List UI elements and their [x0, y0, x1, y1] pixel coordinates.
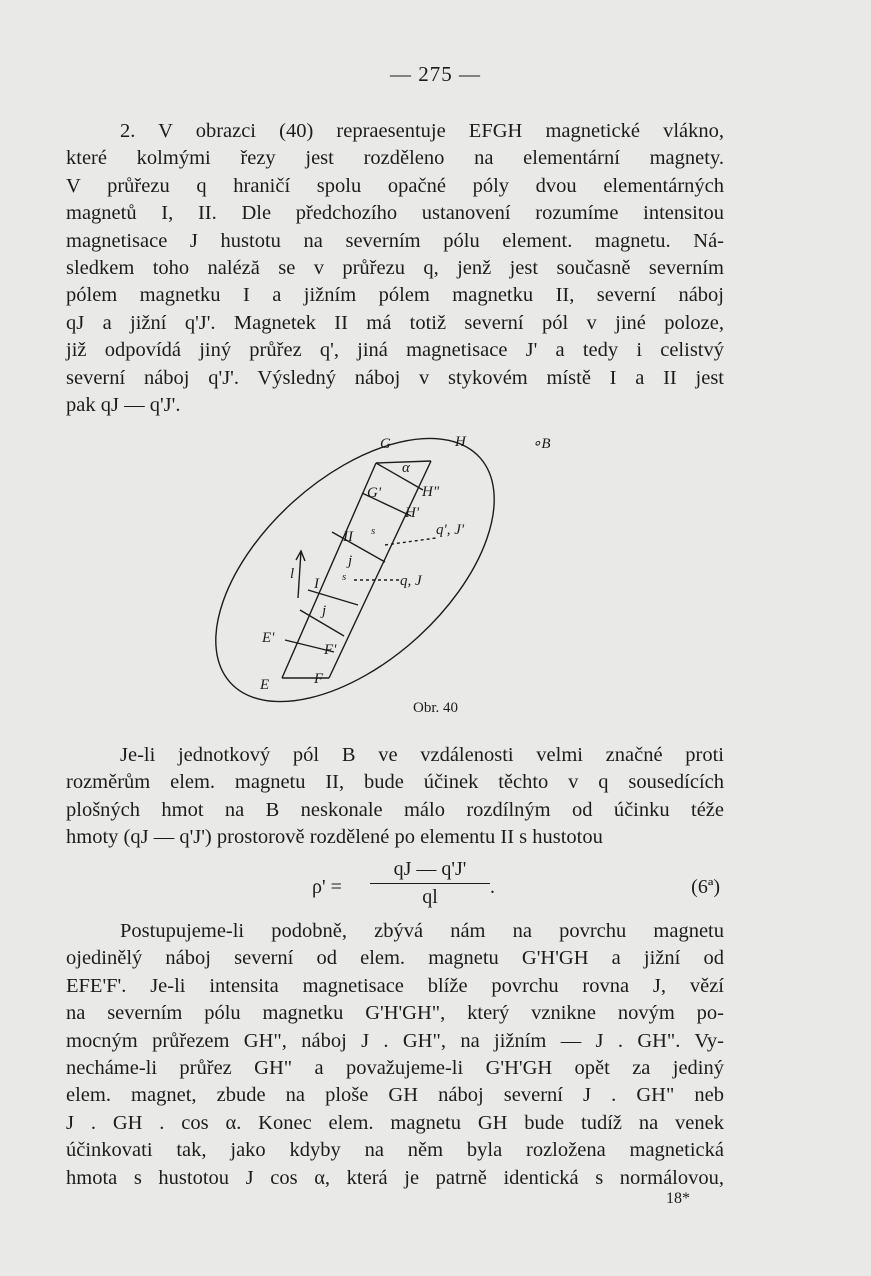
text-line: pólem magnetku I a jižním pólem magnetku II, severní náboj — [66, 284, 724, 307]
paragraph-3 — [66, 918, 724, 1192]
text-line: EFE'F'. Je-li intensita magnetisace blíže povrchu rovna J, vězí — [66, 974, 724, 997]
text-line: V průřezu q hraničí spolu opačné póly dvou elementárných — [66, 174, 724, 197]
text-line: které kolmými řezy jest rozděleno na elementární magnety. — [66, 147, 724, 170]
equation-denominator: ql — [422, 886, 438, 908]
figure-40 — [210, 420, 580, 720]
label-q-J: q, J — [400, 573, 422, 589]
text-line: pak qJ — q'J'. — [66, 394, 181, 417]
section-GH-double — [376, 463, 423, 490]
label-s1: s — [371, 525, 376, 537]
text-line: qJ a jižní q'J'. Magnetek II má totiž severní pól v jiné poloze, — [66, 311, 724, 334]
equation-period: . — [490, 876, 495, 898]
text-line: plošných hmot na B neskonale málo rozdílným od účinku téže — [66, 798, 724, 821]
label-I: I — [314, 576, 319, 592]
label-II: II — [343, 529, 353, 545]
label-alpha: α — [402, 460, 410, 476]
text-line: magnetisace J hustotu na severním pólu element. magnetu. Ná- — [66, 229, 724, 252]
text-line: magnetů I, II. Dle předchozího ustanovení rozumíme intensitou — [66, 202, 724, 225]
label-H: H — [455, 434, 466, 450]
equation-6a — [300, 858, 720, 918]
page-number: — 275 — — [390, 62, 481, 86]
label-H-prime: H' — [405, 505, 420, 521]
label-l: l — [290, 566, 295, 582]
label-E: E — [260, 677, 270, 693]
magnetic-fiber-diagram — [210, 420, 580, 720]
label-E-prime: E' — [262, 630, 275, 646]
label-G: G — [380, 436, 391, 452]
text-line: elem. magnet, zbude na ploše GH náboj severní J . GH" neb — [66, 1084, 724, 1107]
text-line: severní náboj q'J'. Výsledný náboj v stykovém místě I a II jest — [66, 366, 724, 389]
paragraph-1 — [66, 118, 724, 419]
signature-mark: 18* — [666, 1190, 690, 1207]
text-line: na severním pólu magnetku G'H'GH", který vznikne novým po- — [66, 1002, 724, 1025]
text-line: ojedinělý náboj severní od elem. magnetu G'H'GH a jižní od — [66, 947, 724, 970]
text-line: mocným průřezem GH", náboj J . GH", na jižním — J . GH". Vy- — [66, 1029, 724, 1052]
text-line: hmota s hustotou J cos α, která je patrně identická s normálovou, — [66, 1166, 724, 1189]
text-line: účinkovati tak, jako kdyby na něm byla rozložena magnetická — [66, 1139, 724, 1162]
figure-caption: Obr. 40 — [413, 700, 458, 716]
text-line: 2. V obrazci (40) repraesentuje EFGH magnetické vlákno, — [120, 120, 724, 142]
label-B: ∘B — [532, 436, 551, 452]
text-line: J . GH . cos α. Konec elem. magnetu GH bude tudíž na venek — [66, 1111, 724, 1134]
label-F: F — [314, 671, 324, 687]
label-q-prime-J-prime: q', J' — [436, 522, 465, 538]
text-line: již odpovídá jiný průřez q', jiná magnetisace J' a tedy i celistvý — [66, 339, 724, 362]
equation-numerator: qJ — q'J' — [370, 858, 490, 884]
label-j1: j — [348, 553, 353, 569]
text-line: necháme-li průřez GH" a považujeme-li G'H'GH opět za jediný — [66, 1057, 724, 1080]
text-line: Postupujeme-li podobně, zbývá nám na povrchu magnetu — [120, 920, 724, 942]
label-G-prime: G' — [367, 485, 382, 501]
label-F-prime: F' — [324, 642, 337, 658]
arrow-l — [298, 551, 301, 598]
equation-lhs: ρ' = — [312, 876, 342, 898]
label-s2: s — [342, 571, 347, 583]
equation-tag: (6ª) — [691, 876, 720, 898]
label-H-double: H" — [422, 484, 440, 500]
paragraph-2 — [66, 742, 724, 852]
text-line: sledkem toho naléză se v průřezu q, jenž jest současně severním — [66, 257, 724, 280]
label-j2: j — [322, 603, 327, 619]
text-line: rozměrům elem. magnetu II, bude účinek těchto v q sousedících — [66, 771, 724, 794]
text-line: Je-li jednotkový pól B ve vzdálenosti velmi značné proti — [120, 744, 724, 766]
equation-fraction — [370, 858, 490, 909]
text-line: hmoty (qJ — q'J') prostorově rozdělené po elementu II s hustotou — [66, 826, 603, 849]
